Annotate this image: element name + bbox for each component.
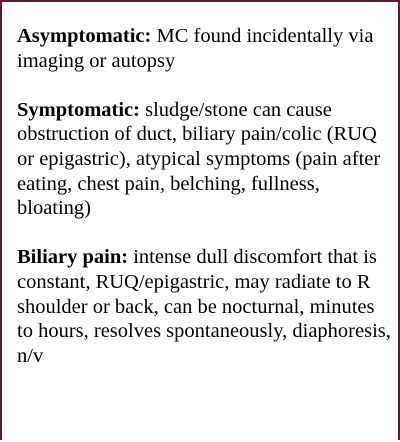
asymptomatic-text: MC found incidentally via imaging or autopsy xyxy=(17,25,374,72)
biliary-pain-term: Biliary pain: xyxy=(17,246,129,269)
note-content xyxy=(17,24,395,393)
symptomatic-paragraph xyxy=(17,98,395,221)
biliary-pain-text: intense dull discomfort that is constant, RUQ/epigastric, may radiate to R shoulder or back, can be nocturnal, minutes to hours, resolves spontaneously, diaphoresis, n/v xyxy=(17,246,391,367)
biliary-pain-paragraph xyxy=(17,245,395,368)
symptomatic-term: Symptomatic: xyxy=(17,98,140,121)
symptomatic-text: sludge/stone can cause obstruction of duct, biliary pain/colic (RUQ or epigastric), atypical symptoms (pain after eating, chest pain, belching, fullness, bloating) xyxy=(17,98,381,220)
asymptomatic-paragraph xyxy=(17,24,395,73)
asymptomatic-term: Asymptomatic: xyxy=(17,25,152,47)
